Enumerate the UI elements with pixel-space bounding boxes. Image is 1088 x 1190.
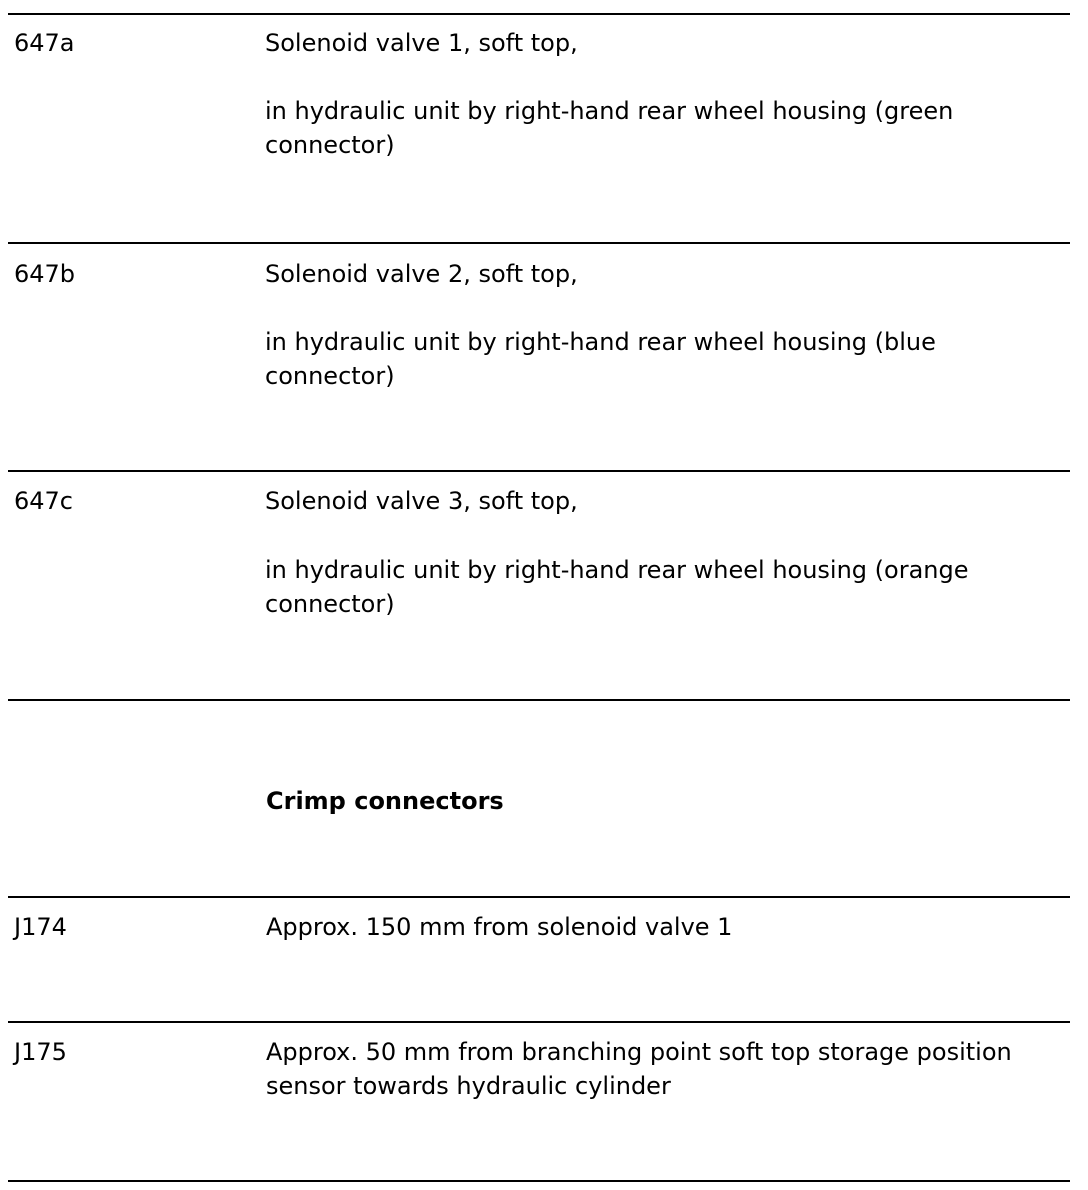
component-code: 647b (14, 260, 76, 288)
row-divider (8, 242, 1070, 244)
row-divider (8, 896, 1070, 898)
crimp-location: Approx. 50 mm from branching point soft top storage position sensor towards hydraulic cylinder (266, 1038, 1012, 1100)
component-code: 647c (14, 487, 74, 515)
component-title: Solenoid valve 1, soft top, (265, 29, 578, 57)
component-title: Solenoid valve 3, soft top, (265, 487, 578, 515)
row-divider (8, 1180, 1070, 1182)
crimp-code: J175 (14, 1038, 67, 1066)
crimp-location: Approx. 150 mm from solenoid valve 1 (266, 913, 733, 941)
component-location: in hydraulic unit by right-hand rear wheel housing (orange connector) (265, 556, 969, 618)
row-divider (8, 470, 1070, 472)
crimp-code: J174 (14, 913, 67, 941)
component-title: Solenoid valve 2, soft top, (265, 260, 578, 288)
component-code: 647a (14, 29, 75, 57)
row-divider (8, 699, 1070, 701)
section-heading: Crimp connectors (266, 787, 504, 815)
row-divider (8, 13, 1070, 15)
row-divider (8, 1021, 1070, 1023)
component-location: in hydraulic unit by right-hand rear wheel housing (blue connector) (265, 328, 936, 390)
component-location: in hydraulic unit by right-hand rear wheel housing (green connector) (265, 97, 954, 159)
